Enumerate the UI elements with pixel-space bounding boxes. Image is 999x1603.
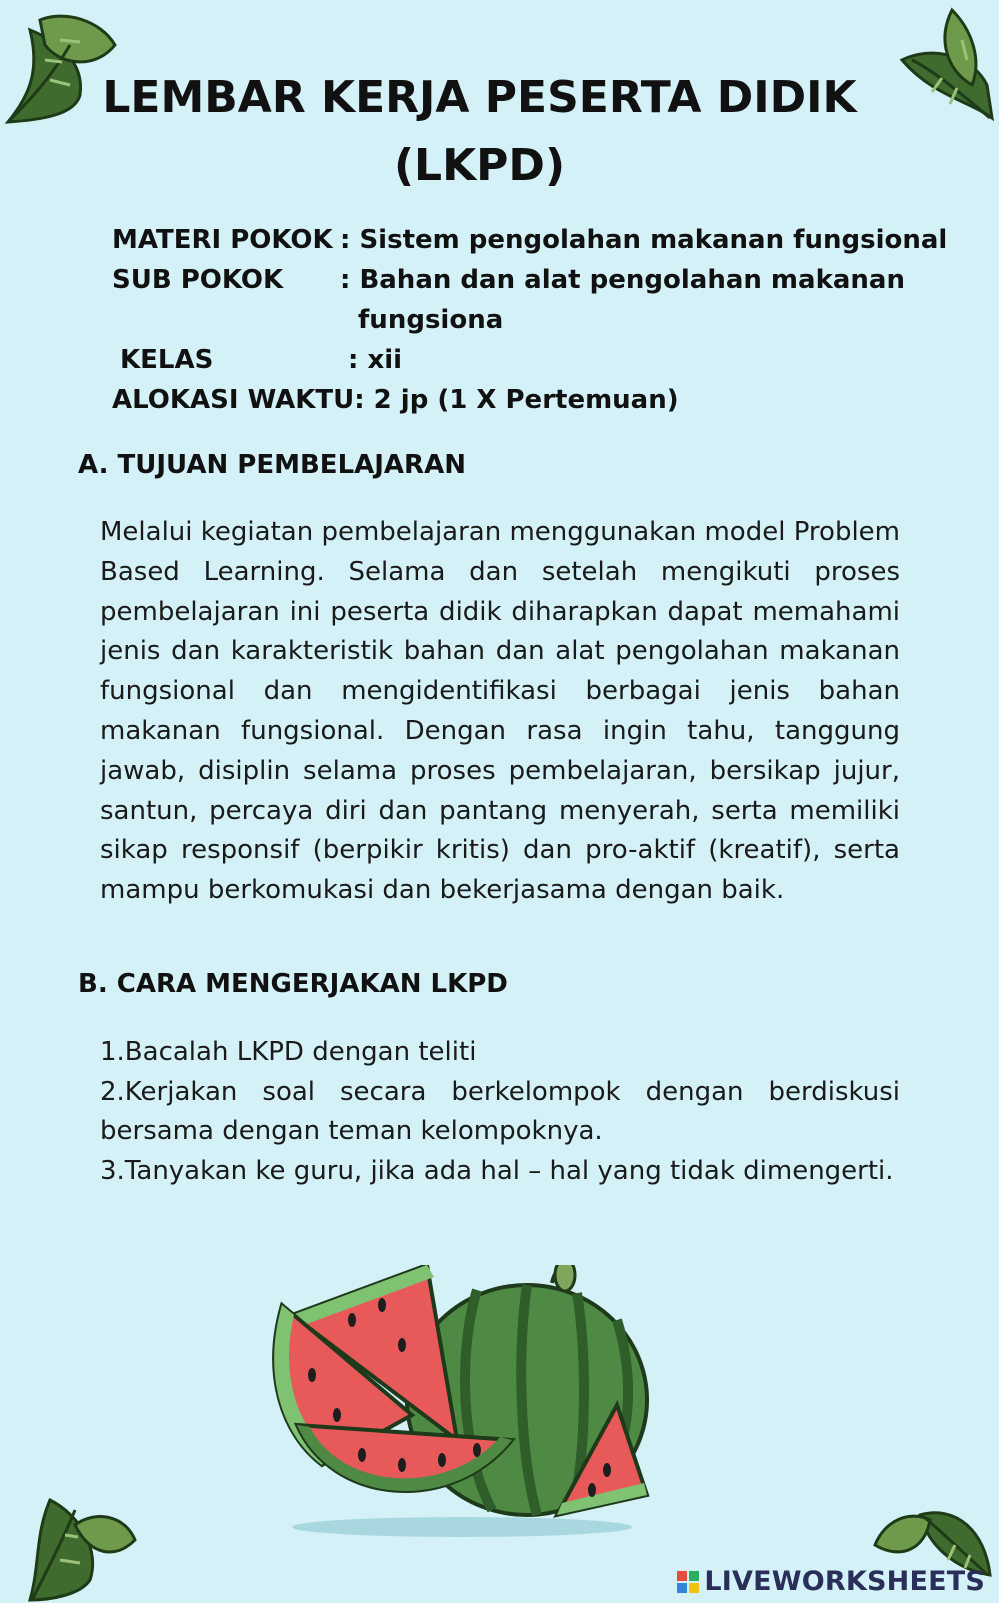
brand-text: LIVEWORKSHEETS: [704, 1566, 985, 1597]
steps-list: [100, 1033, 900, 1191]
section-a-heading: A. TUJUAN PEMBELAJARAN: [78, 450, 466, 480]
materi-label: MATERI POKOK: [112, 225, 333, 255]
alokasi-text: ALOKASI WAKTU: 2 jp (1 X Pertemuan): [112, 385, 679, 415]
page-title-abbreviation: (LKPD): [393, 140, 566, 191]
list-item: 2.Kerjakan soal secara berkelompok dengan berdiskusi bersama dengan teman kelompoknya.: [100, 1076, 900, 1146]
leaf-icon-bottom-left: [20, 1465, 140, 1603]
kelas-label: KELAS: [120, 345, 214, 375]
kelas-value: : xii: [348, 345, 403, 375]
materi-value: : Sistem pengolahan makanan fungsional: [340, 225, 948, 255]
list-item: 1.Bacalah LKPD dengan teliti: [100, 1037, 477, 1067]
liveworksheets-logo-icon: [676, 1570, 700, 1594]
liveworksheets-brand: [676, 1566, 985, 1597]
sub-value-cont: fungsiona: [358, 305, 504, 335]
section-b-heading: B. CARA MENGERJAKAN LKPD: [78, 969, 508, 999]
list-item: 3.Tanyakan ke guru, jika ada hal – hal yang tidak dimengerti.: [100, 1155, 894, 1186]
section-a-body: Melalui kegiatan pembelajaran menggunakan model Problem Based Learning. Selama dan setelah mengikuti proses pembelajaran ini peserta didik diharapkan dapat memahami jenis dan karakteristik bahan dan alat pengolahan makanan fungsional dan mengidentifikasi berbagai jenis bahan makanan fungsional. Dengan rasa ingin tahu, tanggung jawab, disiplin selama proses pembelajaran, bersikap jujur, santun, percaya diri dan pantang menyerah, serta memiliki sikap responsif (berpikir kritis) dan pro-aktif (kreatif), serta mampu berkomukasi dan bekerjasama dengan baik.: [100, 517, 900, 906]
sub-value: : Bahan dan alat pengolahan makanan: [340, 265, 905, 295]
watermelon-illustration: [262, 1265, 662, 1540]
sub-label: SUB POKOK: [112, 265, 284, 295]
page-title: LEMBAR KERJA PESERTA DIDIK: [102, 72, 857, 123]
leaf-icon-bottom-right: [870, 1470, 995, 1580]
